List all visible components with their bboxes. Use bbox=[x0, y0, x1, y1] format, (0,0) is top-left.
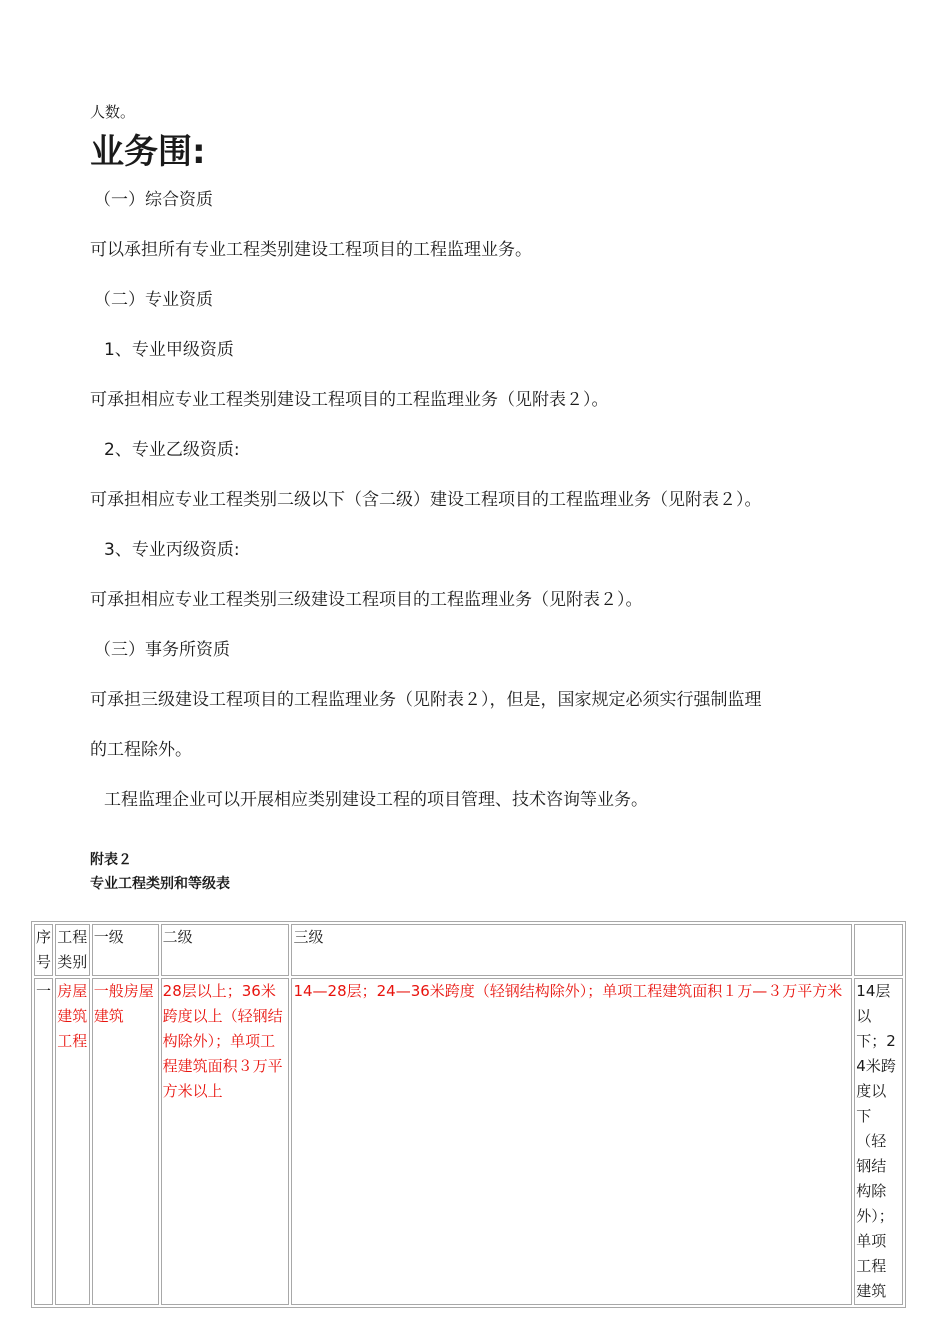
paragraph-grade-c: 3、专业丙级资质: bbox=[104, 540, 240, 560]
paragraph-firm-scope: 可承担三级建设工程项目的工程监理业务（见附表２），但是，国家规定必须实行强制监理 bbox=[90, 690, 762, 710]
appendix-label: 附表２ bbox=[90, 852, 132, 868]
paragraph-comprehensive-qualification: （一）综合资质 bbox=[94, 190, 213, 210]
paragraph-firm-qualification: （三）事务所资质 bbox=[94, 640, 230, 660]
paragraph-grade-b: 2、专业乙级资质: bbox=[104, 440, 240, 460]
table-header-row bbox=[34, 924, 903, 976]
cell-seq: 一 bbox=[34, 978, 53, 1305]
section-heading-business-scope: 业务围: bbox=[90, 132, 206, 172]
paragraph-grade-a: 1、专业甲级资质 bbox=[104, 340, 234, 360]
paragraph-professional-qualification: （二）专业资质 bbox=[94, 290, 213, 310]
header-extra bbox=[854, 924, 903, 976]
header-seq: 序号 bbox=[34, 924, 53, 976]
appendix-caption: 专业工程类别和等级表 bbox=[90, 876, 230, 892]
header-level2: 二级 bbox=[161, 924, 290, 976]
header-level3: 三级 bbox=[291, 924, 852, 976]
cell-level2: 28层以上；36米跨度以上（轻钢结构除外）；单项工程建筑面积３万平方米以上 bbox=[161, 978, 290, 1305]
header-category: 工程类别 bbox=[55, 924, 89, 976]
paragraph-firm-scope-cont: 的工程除外。 bbox=[90, 740, 192, 760]
cell-level1: 一般房屋建筑 bbox=[92, 978, 159, 1305]
engineering-category-table bbox=[31, 921, 906, 1308]
header-level1: 一级 bbox=[92, 924, 159, 976]
paragraph-comprehensive-scope: 可以承担所有专业工程类别建设工程项目的工程监理业务。 bbox=[90, 240, 532, 260]
paragraph-grade-b-scope: 可承担相应专业工程类别二级以下（含二级）建设工程项目的工程监理业务（见附表２）。 bbox=[90, 490, 762, 510]
cell-extra: 14层以下；24米跨度以下（轻钢结构除外）；单项工程建筑 bbox=[854, 978, 903, 1305]
paragraph-grade-c-scope: 可承担相应专业工程类别三级建设工程项目的工程监理业务（见附表２）。 bbox=[90, 590, 643, 610]
paragraph-additional-services: 工程监理企业可以开展相应类别建设工程的项目管理、技术咨询等业务。 bbox=[104, 790, 648, 810]
paragraph-people-count: 人数。 bbox=[90, 103, 136, 121]
cell-category: 房屋建筑工程 bbox=[55, 978, 89, 1305]
paragraph-grade-a-scope: 可承担相应专业工程类别建设工程项目的工程监理业务（见附表２）。 bbox=[90, 390, 609, 410]
table-row bbox=[34, 978, 903, 1305]
cell-level3: 14—28层；24—36米跨度（轻钢结构除外）；单项工程建筑面积１万—３万平方米 bbox=[291, 978, 852, 1305]
